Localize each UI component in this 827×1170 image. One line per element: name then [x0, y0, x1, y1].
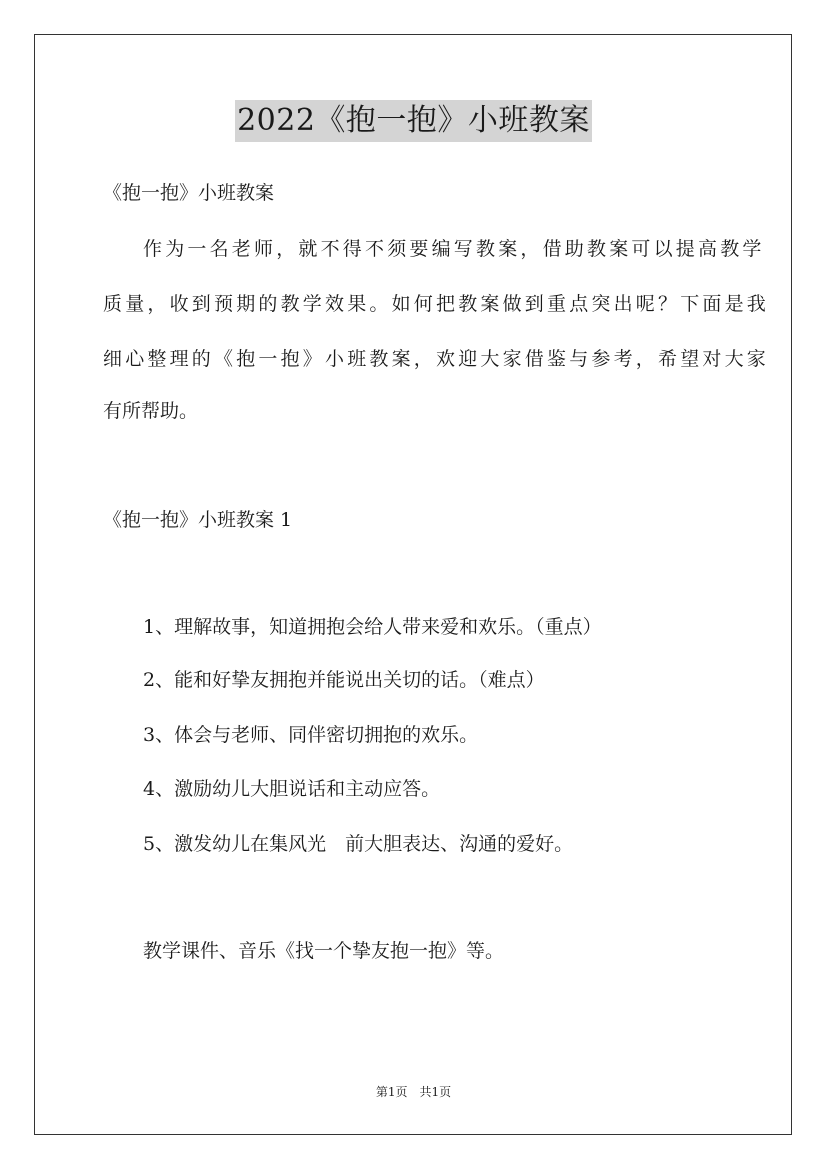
- section-heading: 《抱一抱》小班教案 1: [103, 509, 293, 531]
- intro-line-3: 细心整理的《抱一抱》小班教案，欢迎大家借鉴与参考，希望对大家: [103, 348, 770, 370]
- document-subtitle: 《抱一抱》小班教案: [103, 182, 275, 204]
- document-title: 2022《抱一抱》小班教案: [235, 100, 592, 142]
- goal-item-2: 2、能和好挚友拥抱并能说出关切的话。（难点）: [143, 669, 545, 691]
- intro-line-4: 有所帮助。: [103, 400, 199, 422]
- goal-item-5: 5、激发幼儿在集风光 前大胆表达、沟通的爱好。: [143, 833, 574, 855]
- materials-line: 教学课件、音乐《找一个挚友抱一抱》等。: [143, 940, 505, 962]
- page-number: 第1页 共1页: [375, 1085, 452, 1099]
- document-title-container: [0, 100, 827, 142]
- intro-line-1: 作为一名老师，就不得不须要编写教案，借助教案可以提高教学: [143, 238, 765, 260]
- page-footer: [0, 1084, 827, 1100]
- goal-item-3: 3、体会与老师、同伴密切拥抱的欢乐。: [143, 724, 479, 746]
- goal-item-1: 1、理解故事，知道拥抱会给人带来爱和欢乐。（重点）: [143, 616, 602, 638]
- goal-item-4: 4、激励幼儿大胆说话和主动应答。: [143, 778, 441, 800]
- intro-line-2: 质量，收到预期的教学效果。如何把教案做到重点突出呢？下面是我: [103, 293, 770, 315]
